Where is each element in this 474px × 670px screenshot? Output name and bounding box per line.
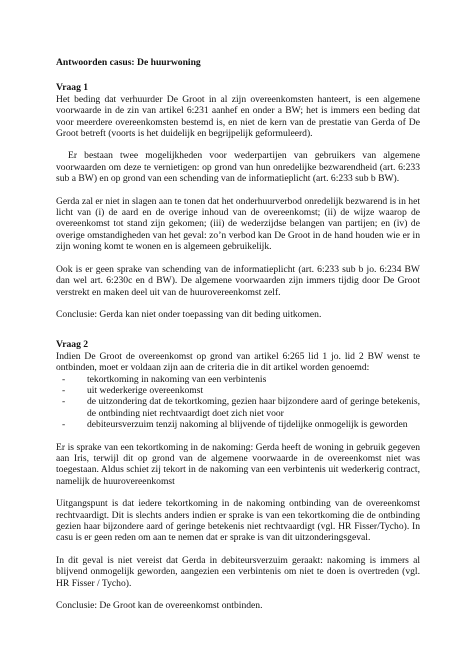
vraag-1-conclusion: Conclusie: Gerda kan niet onder toepassing van dit beding uitkomen. (56, 308, 322, 320)
document-title: Antwoorden casus: De huurwoning (56, 57, 201, 68)
vraag-1-paragraph-4: Ook is er geen sprake van schending van de informatieplicht (art. 6:233 sub b jo. 6:234 BW dan wel art. 6:230c en d BW). De algemene voorwaarden zijn immers tijdig door De Groot verstrekt en maken deel uit van de huurovereenkomst zelf. (56, 263, 420, 298)
vraag-1-paragraph-3: Gerda zal er niet in slagen aan te tonen dat het onderhuurverbod onredelijk bezwarend is in het licht van (i) de aard en de overige inhoud van de overeenkomst; (ii) de wijze waarop de overeenkomst tot stand zijn gekomen; (iii) de wederzijdse belangen van partijen; en (iv) de overige omstandigheden van het geval: zo’n verbod kan De Groot in de hand houden wie er in zijn woning komt te wonen en is algemeen gebruikelijk. (56, 195, 420, 253)
list-item: - uit wederkerige overeenkomst (56, 385, 420, 396)
vraag-1-heading: Vraag 1 (56, 82, 89, 94)
document-body (56, 57, 420, 622)
vraag-2-heading: Vraag 2 (56, 339, 89, 351)
list-item: - tekortkoming in nakoming van een verbintenis (56, 374, 420, 385)
vraag-2-paragraph-3: In dit geval is niet vereist dat Gerda in debiteursverzuim geraakt: nakoming is immers al blijvend onmogelijk geworden, aangezien een verbintenis om niet te doen is overtreden (vgl. HR Fisser / Tycho). (56, 554, 420, 589)
vraag-2-paragraph-2: Uitgangspunt is dat iedere tekortkoming in de nakoming ontbinding van de overeenkomst rechtvaardigt. Dit is slechts anders indien er sprake is van een tekortkoming die de ontbinding gezien haar bijzondere aard of geringe betekenis niet rechtvaardigt (vgl. HR Fisser/Tycho). In casu is er geen reden om aan te nemen dat er sprake is van dit uitzonderingsgeval. (56, 498, 420, 544)
vraag-1-paragraph-1: Het beding dat verhuurder De Groot in al zijn overeenkomsten hanteert, is een algemene voorwaarde in de zin van artikel 6:231 aanhef en onder a BW; het is immers een beding dat voor meerdere overeenkomsten bestemd is, en niet de kern van de prestatie van Gerda of De Groot betreft (voorts is het duidelijk en begrijpelijk geformuleerd). (56, 93, 420, 140)
vraag-1-paragraph-2: Er bestaan twee mogelijkheden voor wederpartijen van gebruikers van algemene voorwaarden om deze te vernietigen: op grond van hun onredelijke bezwarendheid (art. 6:233 sub a BW) en op grond van een schending van de informatieplicht (art. 6:233 sub b BW). (56, 150, 420, 185)
list-item: - debiteursverzuim tenzij nakoming al blijvende of tijdelijke onmogelijk is geworden (56, 419, 420, 430)
list-item: - de uitzondering dat de tekortkoming, gezien haar bijzondere aard of geringe betekenis, de ontbinding niet rechtvaardigt doet zich niet voor (56, 396, 420, 419)
criteria-list (56, 374, 420, 431)
vraag-2-conclusion: Conclusie: De Groot kan de overeenkomst ontbinden. (56, 600, 263, 612)
vraag-2-intro: Indien De Groot de overeenkomst op grond van artikel 6:265 lid 1 jo. lid 2 BW wenst te ontbinden, moet er voldaan zijn aan de criteria die in dit artikel worden genoemd: (56, 350, 420, 374)
vraag-2-paragraph-1: Er is sprake van een tekortkoming in de nakoming: Gerda heeft de woning in gebruik gegeven aan Iris, terwijl dit op grond van de algemene voorwaarde in de overeenkomst niet was toegestaan. Aldus schiet zij tekort in de nakoming van een verbintenis uit wederkerig contract, namelijk de huurovereenkomst (56, 441, 420, 487)
